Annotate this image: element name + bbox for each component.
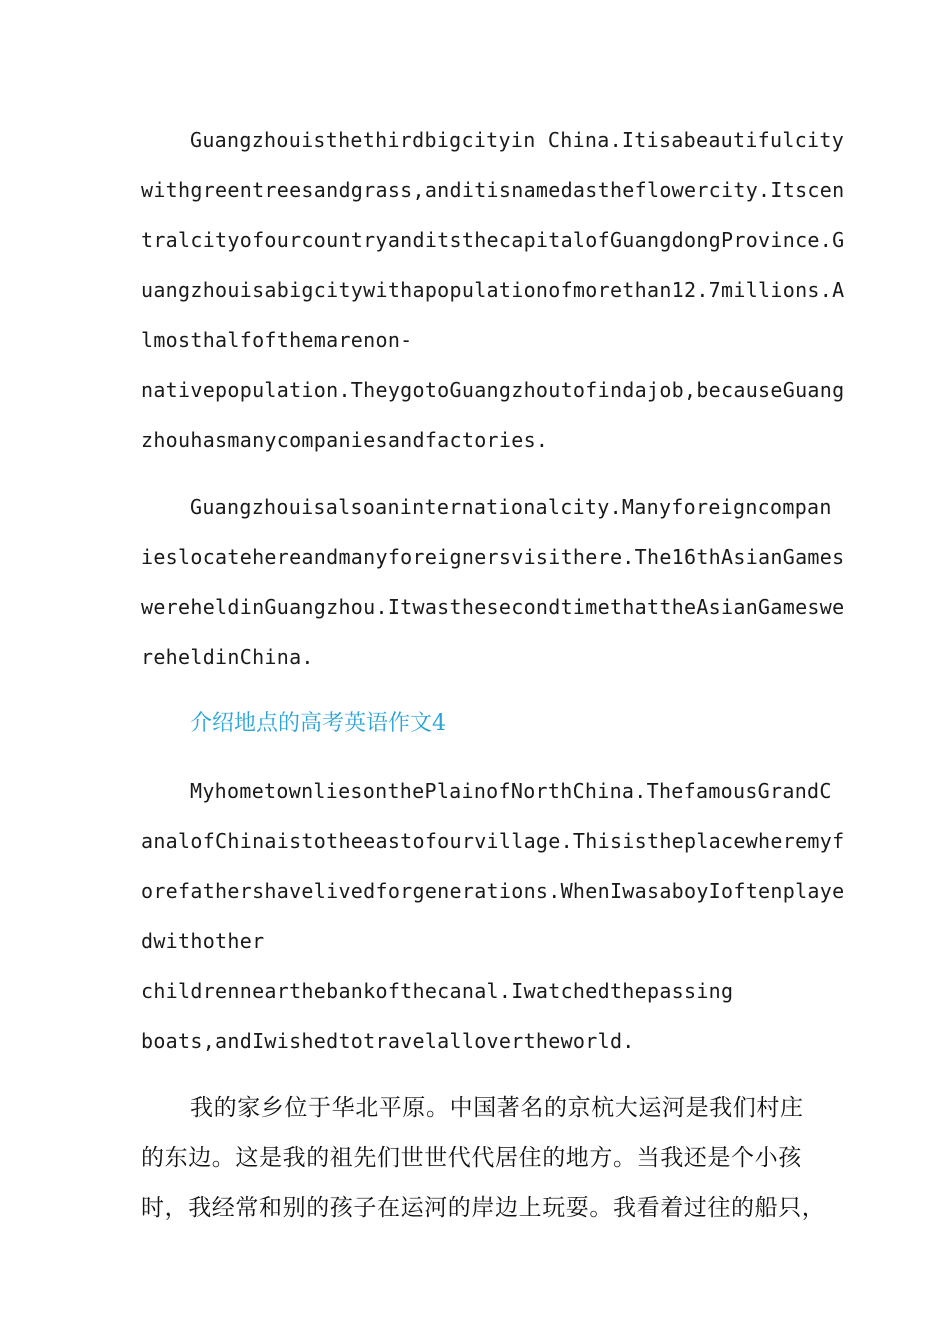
text-line: reheldinChina. (141, 645, 314, 669)
text-line: 时，我经常和别的孩子在运河的岸边上玩耍。我看着过往的船只， (141, 1195, 826, 1221)
text-line: Guangzhouisalsoaninternationalcity.Manyforeigncompan (190, 495, 832, 519)
paragraph-guangzhou-intro (141, 115, 845, 465)
paragraph-hometown-english (141, 766, 845, 1066)
text-line: lmosthalfofthemarenon- (141, 328, 413, 352)
text-line: wereheldinGuangzhou.ItwasthesecondtimethattheAsianGameswe (141, 595, 845, 619)
text-line: boats,andIwishedtotravelallovertheworld. (141, 1029, 635, 1053)
text-line: nativepopulation.TheygotoGuangzhoutofindajob,becauseGuang (141, 378, 845, 402)
text-line: dwithother (141, 929, 265, 953)
text-line: uangzhouisabigcitywithapopulationofmorethan12.7millions.A (141, 278, 845, 302)
text-line: 的东边。这是我的祖先们世世代代居住的地方。当我还是个小孩 (141, 1145, 802, 1171)
paragraph-gap (141, 465, 809, 482)
text-line: childrennearthebankofthecanal.Iwatchedthepassing (141, 979, 734, 1003)
text-line: Guangzhouisthethirdbigcityin China.Itisabeautifulcity (190, 128, 845, 152)
document-page (141, 115, 845, 1233)
text-line: 我的家乡位于华北平原。中国著名的京杭大运河是我们村庄 (190, 1095, 804, 1121)
section-heading: 介绍地点的高考英语作文4 (190, 711, 446, 736)
text-line: withgreentreesandgrass,anditisnamedastheflowercity.Itscen (141, 178, 845, 202)
text-line: MyhometownliesonthePlainofNorthChina.ThefamousGrandC (190, 779, 832, 803)
text-line: zhouhasmanycompaniesandfactories. (141, 428, 549, 452)
text-line: orefathershavelivedforgenerations.WhenIwasaboyIoftenplaye (141, 879, 845, 903)
paragraph-gap (141, 1066, 809, 1083)
text-line: ieslocatehereandmanyforeignersvisithere.The16thAsianGames (141, 545, 845, 569)
paragraph-gap (141, 682, 809, 699)
paragraph-gap (141, 749, 809, 766)
text-line: tralcityofourcountryanditsthecapitalofGuangdongProvince.G (141, 228, 845, 252)
paragraph-guangzhou-international (141, 482, 845, 682)
paragraph-hometown-chinese (141, 1083, 826, 1233)
text-line: analofChinaistotheeastofourvillage.Thisistheplacewheremyf (141, 829, 845, 853)
